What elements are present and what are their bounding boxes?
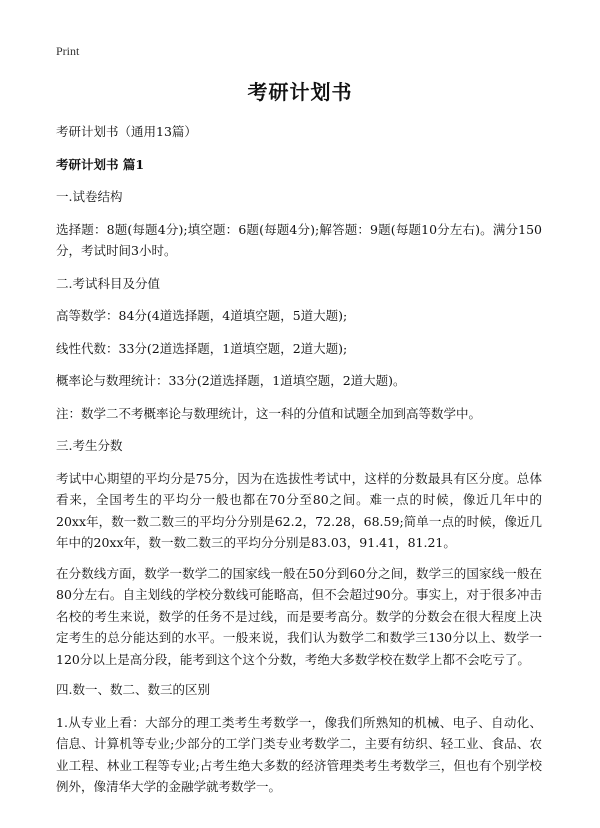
document-subtitle: 考研计划书（通用13篇）	[56, 124, 197, 139]
section-heading: 四.数一、数二、数三的区别	[56, 682, 210, 697]
section-heading: 三.考生分数	[56, 438, 123, 453]
document-body	[56, 121, 542, 809]
paragraph: 选择题：8题(每题4分);填空题：6题(每题4分);解答题：9题(每题10分左右)。满分150分，考试时间3小时。	[56, 221, 542, 258]
section-heading: 一.试卷结构	[56, 189, 123, 204]
paragraph: 注：数学二不考概率论与数理统计，这一科的分值和试题全加到高等数学中。	[56, 405, 482, 421]
paragraph: 考试中心期望的平均分是75分，因为在选拔性考试中，这样的分数最具有区分度。总体看来，全国考生的平均分一般也都在70分至80之间。难一点的时候，像近几年中的20xx年，数一数二数三的平均分分别是62.2，72.28，68.59;简单一点的时候，像近几年中的20xx年，数一数二数三的平均分分别是83.03，91.41，81.21。	[56, 470, 542, 550]
section-heading: 二.考试科目及分值	[56, 275, 160, 291]
paragraph: 1.从专业上看：大部分的理工类考生考数学一，像我们所熟知的机械、电子、自动化、信息、计算机等专业;少部分的工学门类专业考数学二，主要有纺织、轻工业、食品、农业工程、林业工程等专业;占考生绝大多数的经济管理类考生考数学三，但也有个别学校例外，像清华大学的金融学就考数学一。	[56, 714, 542, 794]
paragraph: 在分数线方面，数学一数学二的国家线一般在50分到60分之间，数学三的国家线一般在80分左右。自主划线的学校分数线可能略高，但不会超过90分。事实上，对于很多冲击名校的考生来说，数学的任务不是过线，而是要考高分。数学的分数会在很大程度上决定考生的总分能达到的水平。一般来说，我们认为数学二和数学三130分以上、数学一120分以上是高分段，能考到这个这个分数，考绝大多数学校在数学上都不会吃亏了。	[56, 565, 542, 667]
print-label[interactable]: Print	[56, 44, 80, 58]
paragraph: 高等数学：84分(4道选择题，4道填空题，5道大题);	[56, 308, 348, 323]
paragraph: 概率论与数理统计：33分(2道选择题，1道填空题，2道大题)。	[56, 373, 406, 388]
document-title: 考研计划书	[247, 80, 353, 104]
paragraph: 线性代数：33分(2道选择题，1道填空题，2道大题);	[56, 340, 348, 356]
article-title: 考研计划书 篇1	[56, 156, 145, 172]
